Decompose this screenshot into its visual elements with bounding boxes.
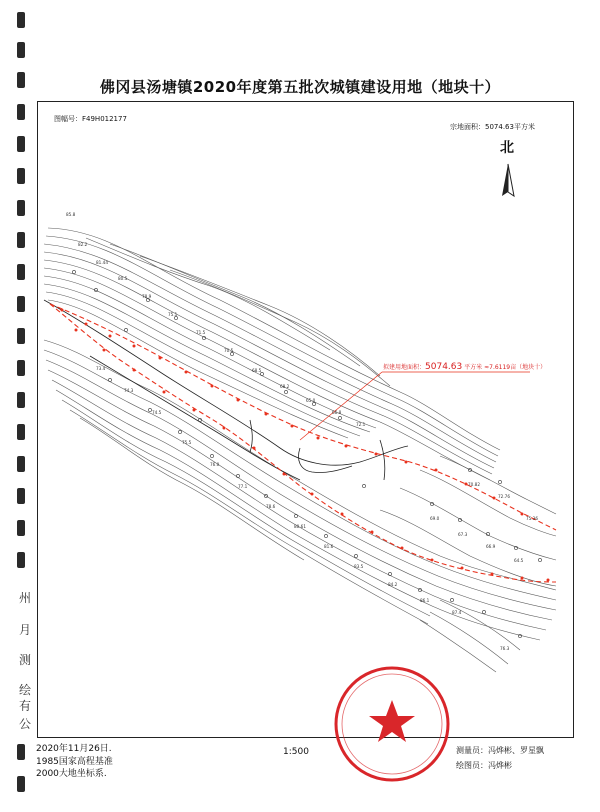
side-stamp-char: 公 — [19, 717, 32, 731]
height-datum: 1985国家高程基准 — [36, 757, 113, 767]
spot-height: 87.4 — [452, 610, 462, 615]
spot-height: 72.1 — [356, 422, 366, 427]
spot-height: 69.0 — [430, 516, 440, 521]
callout-leader — [300, 372, 530, 440]
map-sheet-number: 图幅号：F49H012177 — [54, 115, 127, 123]
spot-height: 83.5 — [354, 564, 364, 569]
map-scale: 1:500 — [283, 747, 309, 757]
spot-height: 70.5 — [224, 348, 234, 353]
spot-height: 82.2 — [78, 242, 88, 247]
parcel-area-label: 宗地面积：5074.63平方米 — [450, 123, 535, 131]
spot-height: 73.4 — [96, 366, 106, 371]
spot-height: 80.61 — [294, 524, 306, 529]
spot-height: 85.8 — [66, 212, 76, 217]
callout-mu-value: ≈7.6119亩（地块十） — [484, 364, 547, 371]
spot-height: 64.5 — [514, 558, 524, 563]
spot-height: 67.3 — [458, 532, 468, 537]
spot-height: 86.1 — [420, 598, 430, 603]
north-label: 北 — [500, 140, 514, 156]
spot-height: 75.36 — [526, 516, 538, 521]
spot-height: 74.3 — [124, 388, 134, 393]
star-icon — [369, 700, 415, 742]
side-stamp-char: 绘 — [19, 683, 32, 697]
spot-height: 68.5 — [252, 368, 262, 373]
spot-height: 68.2 — [280, 384, 290, 389]
drafter-credit: 绘图员：冯烨彬 — [456, 761, 512, 770]
spot-height: 65.0 — [306, 398, 316, 403]
side-stamp-char: 测 — [19, 653, 32, 667]
spot-height: 71.5 — [196, 330, 206, 335]
document-title: 佛冈县汤塘镇2020年度第五批次城镇建设用地（地块十） — [99, 78, 501, 96]
spot-height: 81.6 — [324, 544, 334, 549]
callout-area-value: 5074.63 — [425, 362, 463, 372]
coordinate-system: 2000大地坐标系. — [36, 769, 107, 779]
company-seal — [336, 668, 448, 780]
spot-height: 84.2 — [388, 582, 398, 587]
side-stamp-char: 月 — [19, 623, 32, 637]
survey-date: 2020年11月26日. — [36, 744, 112, 754]
spot-height: 75.5 — [182, 440, 192, 445]
side-stamp-char: 有 — [19, 699, 32, 713]
spot-height: 75.1 — [168, 312, 178, 317]
callout-unit: 平方米 — [464, 364, 483, 371]
spot-height: 66.8 — [332, 410, 342, 415]
spot-height: 76.3 — [500, 646, 510, 651]
road-line — [44, 300, 408, 480]
surveyor-credit: 测量员：冯烨彬、罗星飘 — [456, 746, 544, 755]
survey-points — [72, 270, 541, 637]
side-stamp-char: 州 — [19, 591, 32, 605]
spot-height: 76.0 — [210, 462, 220, 467]
parcel-boundary — [50, 304, 556, 582]
spot-height: 80.5 — [118, 276, 128, 281]
spot-height: 70.82 — [468, 482, 480, 487]
spot-height: 81.44 — [96, 260, 108, 265]
north-arrow-icon — [502, 164, 514, 196]
callout-label: 拟建用地面积： — [383, 364, 426, 371]
area-callout — [383, 362, 546, 372]
spot-height: 78.6 — [266, 504, 276, 509]
spot-height: 78.9 — [142, 294, 152, 299]
spot-height: 74.5 — [152, 410, 162, 415]
contour-lines-lower — [44, 340, 556, 672]
spot-height: 66.9 — [486, 544, 496, 549]
spot-height: 77.1 — [238, 484, 248, 489]
spot-height: 72.76 — [498, 494, 510, 499]
